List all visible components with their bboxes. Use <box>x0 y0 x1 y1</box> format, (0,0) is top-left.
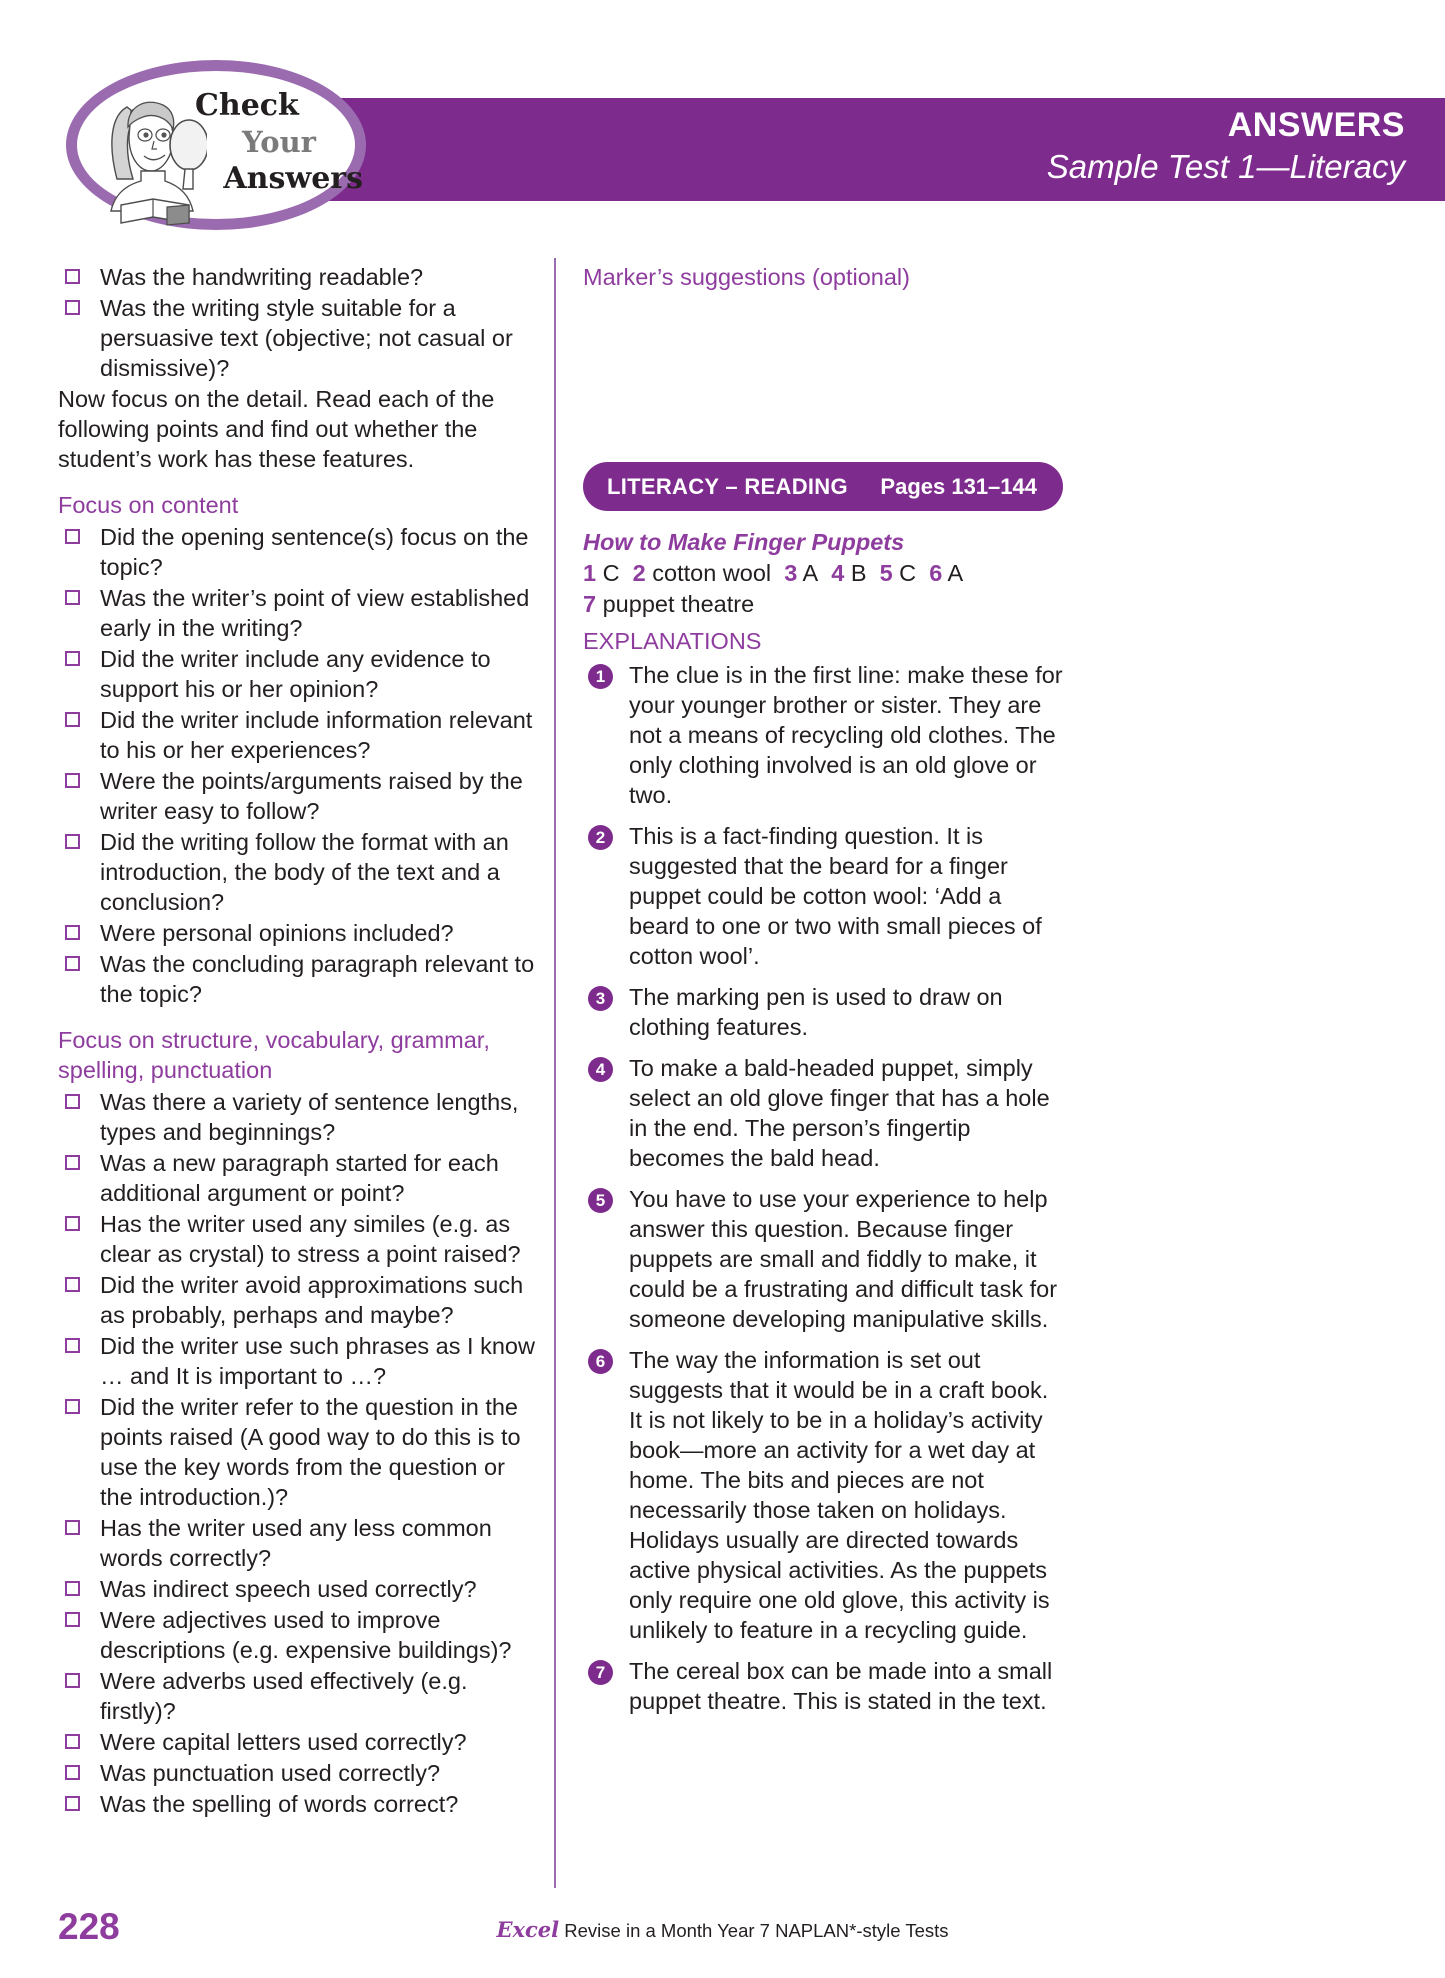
checkbox-icon[interactable] <box>65 529 80 544</box>
answer-value: A <box>797 560 832 586</box>
answer-number: 5 <box>879 560 893 586</box>
explanation-text: The marking pen is used to draw on clothing features. <box>629 984 1003 1040</box>
checklist-item[interactable] <box>58 1331 543 1391</box>
checkbox-icon[interactable] <box>65 269 80 284</box>
checklist-item[interactable] <box>58 1270 543 1330</box>
page-header-text <box>505 108 1405 183</box>
checkbox-icon[interactable] <box>65 1399 80 1414</box>
checklist-item[interactable] <box>58 1148 543 1208</box>
answer-value: puppet theatre <box>596 591 755 617</box>
checkbox-icon[interactable] <box>65 1520 80 1535</box>
checkbox-icon[interactable] <box>65 1094 80 1109</box>
checklist-item[interactable] <box>58 262 543 292</box>
right-column <box>583 262 1063 1727</box>
checklist-item-label: Did the writer include information relevant to his or her experiences? <box>100 707 533 763</box>
checklist-item-label: Has the writer used any similes (e.g. as clear as crystal) to stress a point raised? <box>100 1211 521 1267</box>
footer-title: Revise in a Month Year 7 NAPLAN*-style Tests <box>559 1920 949 1941</box>
explanation-number-badge: 1 <box>588 664 613 689</box>
checkbox-icon[interactable] <box>65 712 80 727</box>
checklist-item[interactable] <box>58 1758 543 1788</box>
footer-credit <box>0 1917 1445 1942</box>
checklist-item[interactable] <box>58 1574 543 1604</box>
answer-number: 2 <box>632 560 646 586</box>
checklist-item[interactable] <box>58 766 543 826</box>
checklist-item-label: Was the spelling of words correct? <box>100 1791 459 1817</box>
checklist-item-label: Was there a variety of sentence lengths, types and beginnings? <box>100 1089 519 1145</box>
explanation-item <box>583 1656 1063 1716</box>
checkbox-icon[interactable] <box>65 1765 80 1780</box>
explanation-text: The cereal box can be made into a small puppet theatre. This is stated in the text. <box>629 1658 1053 1714</box>
explanation-number-badge: 3 <box>588 986 613 1011</box>
checklist-item-label: Were personal opinions included? <box>100 920 454 946</box>
answer-value: cotton wool <box>645 560 785 586</box>
focus-on-content-heading: Focus on content <box>58 492 239 518</box>
checklist-item[interactable] <box>58 1605 543 1665</box>
checklist-item-label: Were adjectives used to improve descriptions (e.g. expensive buildings)? <box>100 1607 512 1663</box>
explanation-text: This is a fact-finding question. It is suggested that the beard for a finger puppet could be cotton wool: ‘Add a beard to one or two with small pieces of cotton wool’. <box>629 823 1042 969</box>
answers-line-1 <box>583 558 1063 589</box>
checklist-item[interactable] <box>58 583 543 643</box>
explanations-heading: EXPLANATIONS <box>583 628 762 654</box>
checklist-item-label: Did the writer avoid approximations such as probably, perhaps and maybe? <box>100 1272 524 1328</box>
checklist-item[interactable] <box>58 1513 543 1573</box>
explanation-number-badge: 6 <box>588 1349 613 1374</box>
literacy-reading-banner <box>583 462 1063 511</box>
answer-value: B <box>844 560 880 586</box>
checkbox-icon[interactable] <box>65 925 80 940</box>
checklist-item-label: Did the writing follow the format with an introduction, the body of the text and a conclusion? <box>100 829 509 915</box>
reading-text-title: How to Make Finger Puppets <box>583 529 905 555</box>
checklist-item-label: Were capital letters used correctly? <box>100 1729 467 1755</box>
intro-paragraph: Now focus on the detail. Read each of the following points and find out whether the student’s work has these features. <box>58 386 495 472</box>
checklist-item-label: Was a new paragraph started for each additional argument or point? <box>100 1150 499 1206</box>
checklist-item-label: Did the writer include any evidence to support his or her opinion? <box>100 646 491 702</box>
checklist-item[interactable] <box>58 293 543 383</box>
checklist-item[interactable] <box>58 949 543 1009</box>
checklist-item[interactable] <box>58 1789 543 1819</box>
checkbox-icon[interactable] <box>65 590 80 605</box>
check-your-answers-badge <box>66 60 366 230</box>
checkbox-icon[interactable] <box>65 1612 80 1627</box>
checkbox-icon[interactable] <box>65 1155 80 1170</box>
checkbox-icon[interactable] <box>65 773 80 788</box>
checkbox-icon[interactable] <box>65 1338 80 1353</box>
page-number: 228 <box>58 1906 120 1947</box>
banner-label: LITERACY – READING <box>607 473 848 499</box>
explanation-item <box>583 1184 1063 1334</box>
answer-number: 1 <box>583 560 597 586</box>
focus-on-structure-checklist <box>58 1087 543 1819</box>
top-checklist <box>58 262 543 383</box>
checkbox-icon[interactable] <box>65 1673 80 1688</box>
explanation-text: The clue is in the first line: make these for your younger brother or sister. They are not a means of recycling old clothes. The only clothing involved is an old glove or two. <box>629 662 1063 808</box>
answer-value: C <box>892 560 930 586</box>
checkbox-icon[interactable] <box>65 651 80 666</box>
badge-line-2: Your <box>242 125 316 159</box>
explanation-number-badge: 5 <box>588 1188 613 1213</box>
checklist-item-label: Were adverbs used effectively (e.g. firstly)? <box>100 1668 468 1724</box>
checkbox-icon[interactable] <box>65 300 80 315</box>
answer-number: 3 <box>784 560 798 586</box>
page-title: ANSWERS <box>1227 106 1405 144</box>
checklist-item[interactable] <box>58 918 543 948</box>
explanation-item <box>583 660 1063 810</box>
checkbox-icon[interactable] <box>65 1796 80 1811</box>
explanation-text: To make a bald-headed puppet, simply select an old glove finger that has a hole in the end. The person’s fingertip becomes the bald head. <box>629 1055 1050 1171</box>
page-subtitle: Sample Test 1—Literacy <box>1046 148 1405 185</box>
footer-brand: Excel <box>496 1917 560 1942</box>
checklist-item-label: Was the concluding paragraph relevant to the topic? <box>100 951 535 1007</box>
explanation-number-badge: 4 <box>588 1057 613 1082</box>
checklist-item-label: Did the opening sentence(s) focus on the topic? <box>100 524 529 580</box>
checklist-item[interactable] <box>58 1666 543 1726</box>
badge-line-3: Answers <box>223 161 363 196</box>
explanation-number-badge: 7 <box>588 1660 613 1685</box>
checklist-item-label: Was indirect speech used correctly? <box>100 1576 477 1602</box>
checklist-item-label: Was the handwriting readable? <box>100 264 424 290</box>
answer-value: A <box>942 560 964 586</box>
badge-line-1: Check <box>195 88 299 123</box>
checkbox-icon[interactable] <box>65 956 80 971</box>
answers-line-2 <box>583 589 1063 620</box>
checklist-item-label: Was punctuation used correctly? <box>100 1760 441 1786</box>
checklist-item[interactable] <box>58 522 543 582</box>
checklist-item-label: Did the writer refer to the question in the points raised (A good way to do this is to use the key words from the question or the introduction.)? <box>100 1394 521 1510</box>
checklist-item-label: Was the writing style suitable for a persuasive text (objective; not casual or dismissive)? <box>100 295 513 381</box>
checkbox-icon[interactable] <box>65 1734 80 1749</box>
checkbox-icon[interactable] <box>65 1581 80 1596</box>
answer-number: 6 <box>929 560 943 586</box>
checklist-item-label: Was the writer’s point of view established early in the writing? <box>100 585 530 641</box>
checklist-item[interactable] <box>58 1087 543 1147</box>
checklist-item[interactable] <box>58 1209 543 1269</box>
explanation-text: You have to use your experience to help answer this question. Because finger puppets are small and fiddly to make, it could be a frustrating and difficult task for someone developing manipulative skills. <box>629 1186 1058 1332</box>
checkbox-icon[interactable] <box>65 834 80 849</box>
focus-on-content-checklist <box>58 522 543 1009</box>
answer-value: C <box>596 560 633 586</box>
focus-on-structure-heading: Focus on structure, vocabulary, grammar, spelling, punctuation <box>58 1027 490 1083</box>
girl-with-magnifier-icon <box>97 87 207 232</box>
explanation-item <box>583 982 1063 1042</box>
checklist-item[interactable] <box>58 827 543 917</box>
checklist-item-label: Did the writer use such phrases as I know … and It is important to …? <box>100 1333 535 1389</box>
checklist-item[interactable] <box>58 644 543 704</box>
checklist-item-label: Has the writer used any less common words correctly? <box>100 1515 492 1571</box>
checklist-item[interactable] <box>58 1392 543 1512</box>
checkbox-icon[interactable] <box>65 1216 80 1231</box>
badge-wordmark <box>195 88 363 231</box>
banner-pages: Pages 131–144 <box>880 473 1037 499</box>
answer-number: 7 <box>583 591 597 617</box>
explanation-text: The way the information is set out suggests that it would be in a craft book. It is not likely to be in a holiday’s activity book—more an activity for a wet day at home. The bits and pieces are not necessarily those taken on holidays. Holidays usually are directed towards active physical activities. As the puppets only require one old glove, this activity is unlikely to feature in a recycling guide. <box>629 1347 1050 1643</box>
markers-suggestions-note: Marker’s suggestions (optional) <box>583 264 910 290</box>
explanation-item <box>583 821 1063 971</box>
checkbox-icon[interactable] <box>65 1277 80 1292</box>
answer-number: 4 <box>831 560 845 586</box>
explanation-item <box>583 1345 1063 1645</box>
explanations-list <box>583 660 1063 1716</box>
column-divider <box>554 258 556 1888</box>
checklist-item[interactable] <box>58 705 543 765</box>
left-column <box>58 262 543 1820</box>
checklist-item[interactable] <box>58 1727 543 1757</box>
explanation-item <box>583 1053 1063 1173</box>
checklist-item-label: Were the points/arguments raised by the writer easy to follow? <box>100 768 523 824</box>
explanation-number-badge: 2 <box>588 825 613 850</box>
